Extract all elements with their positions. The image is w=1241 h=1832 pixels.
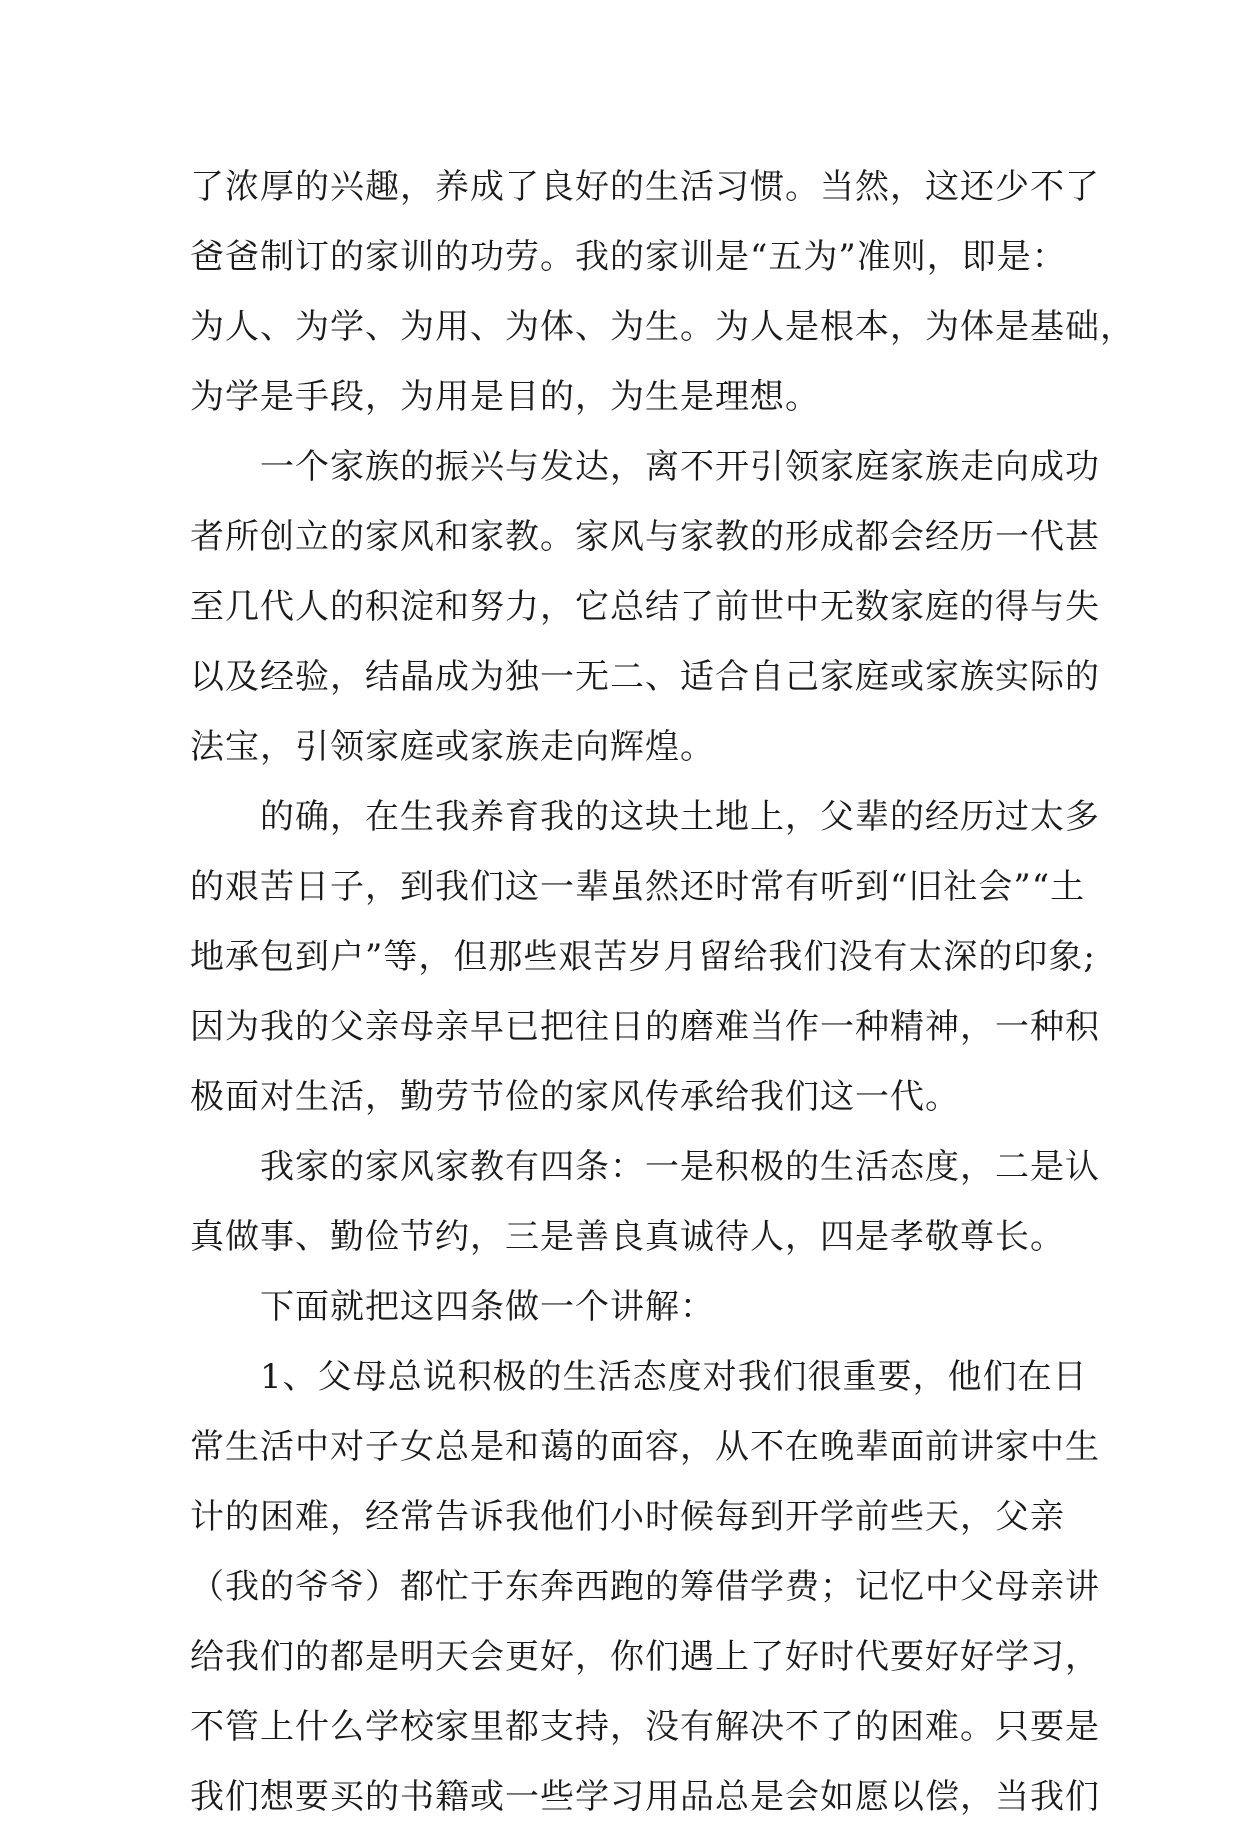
text-line: 计的困难，经常告诉我他们小时候每到开学前些天，父亲	[190, 1497, 1065, 1537]
body-text	[190, 152, 1135, 1832]
text-line: 一个家族的振兴与发达，离不开引领家庭家族走向成功	[190, 447, 1100, 487]
text-line: 法宝，引领家庭或家族走向辉煌。	[190, 727, 715, 767]
text-line: 至几代人的积淀和努力，它总结了前世中无数家庭的得与失	[190, 587, 1100, 627]
text-line: 给我们的都是明天会更好，你们遇上了好时代要好好学习，	[190, 1637, 1100, 1677]
text-line: 为学是手段，为用是目的，为生是理想。	[190, 377, 820, 417]
text-line: 者所创立的家风和家教。家风与家教的形成都会经历一代甚	[190, 517, 1100, 557]
text-line: 下面就把这四条做一个讲解：	[190, 1287, 715, 1327]
text-line: 因为我的父亲母亲早已把往日的磨难当作一种精神，一种积	[190, 1007, 1100, 1047]
text-line: 真做事、勤俭节约，三是善良真诚待人，四是孝敬尊长。	[190, 1217, 1065, 1257]
text-line: 地承包到户”等，但那些艰苦岁月留给我们没有太深的印象;	[190, 937, 1096, 977]
text-line: 1、父母总说积极的生活态度对我们很重要，他们在日	[190, 1357, 1088, 1397]
text-line: 为人、为学、为用、为体、为生。为人是根本，为体是基础，	[190, 307, 1135, 347]
text-line: 不管上什么学校家里都支持，没有解决不了的困难。只要是	[190, 1707, 1100, 1747]
text-line: 常生活中对子女总是和蔼的面容，从不在晚辈面前讲家中生	[190, 1427, 1100, 1467]
text-line: 的艰苦日子，到我们这一辈虽然还时常有听到“旧社会”“土	[190, 867, 1086, 907]
text-line: 爸爸制订的家训的功劳。我的家训是“五为”准则，即是：	[190, 237, 1067, 277]
text-line: （我的爷爷）都忙于东奔西跑的筹借学费；记忆中父母亲讲	[190, 1567, 1100, 1607]
text-line: 我家的家风家教有四条：一是积极的生活态度，二是认	[190, 1147, 1100, 1187]
text-line: 极面对生活，勤劳节俭的家风传承给我们这一代。	[190, 1077, 960, 1117]
text-line: 我们想要买的书籍或一些学习用品总是会如愿以偿，当我们	[190, 1777, 1100, 1817]
text-line: 的确，在生我养育我的这块土地上，父辈的经历过太多	[190, 797, 1100, 837]
text-line: 以及经验，结晶成为独一无二、适合自己家庭或家族实际的	[190, 657, 1100, 697]
text-line: 了浓厚的兴趣，养成了良好的生活习惯。当然，这还少不了	[190, 167, 1100, 207]
